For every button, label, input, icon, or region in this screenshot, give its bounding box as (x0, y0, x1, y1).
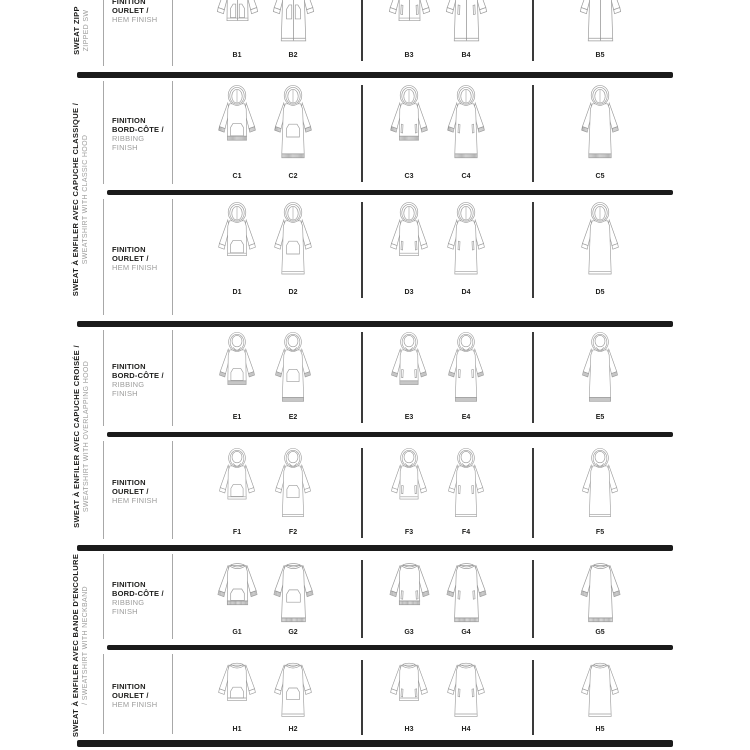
section-separator-bar (77, 321, 673, 327)
garment-d5-figure (576, 202, 624, 286)
finish-label (112, 362, 172, 398)
finish-label (112, 478, 172, 505)
garment-code-label: C3 (404, 173, 414, 180)
garment-code-label: F4 (461, 529, 471, 536)
finish-label (112, 0, 172, 24)
column-divider-line (361, 660, 363, 735)
column-divider-line (361, 202, 363, 298)
grid-line (103, 81, 104, 184)
section-separator-bar (77, 740, 673, 747)
grid-line (172, 81, 173, 184)
garment-h4-figure (442, 660, 490, 720)
garment-code-label: F2 (288, 529, 298, 536)
finish-label-line: BORD-CÔTE / (112, 370, 164, 380)
garment-code-label: H1 (232, 726, 242, 733)
garment-c1-figure (213, 85, 261, 169)
garment-code-label: B1 (232, 52, 242, 59)
section-separator-bar (107, 432, 673, 437)
column-divider-line (532, 85, 534, 182)
garment-c3-figure (385, 85, 433, 169)
section-label-zipped (58, 0, 104, 95)
garment-code-label: D1 (232, 289, 242, 296)
garment-code-label: F1 (232, 529, 242, 536)
garment-code-label: F5 (595, 529, 605, 536)
garment-d3-figure (385, 202, 433, 286)
finish-label (112, 580, 172, 616)
finish-label-line: FINITION (112, 0, 146, 6)
finish-label-line: OURLET / (112, 487, 149, 496)
garment-code-label: G1 (232, 629, 242, 636)
section-label-en: / SWEATSHIRT WITH NECKBAND (82, 586, 90, 705)
garment-g2-figure (268, 560, 319, 624)
garment-e5-figure (577, 332, 623, 412)
finish-label-line: OURLET / (112, 254, 149, 263)
garment-code-label: C5 (595, 173, 605, 180)
finish-label-line: FINITION (112, 116, 146, 125)
garment-f3-figure (386, 448, 432, 528)
column-divider-line (532, 202, 534, 298)
section-label-text (72, 103, 91, 296)
garment-code-label: B5 (595, 52, 605, 59)
garment-h5-figure (576, 660, 624, 720)
column-divider-line (361, 0, 363, 61)
column-divider-line (361, 560, 363, 638)
finish-label-line: HEM FINISH (112, 700, 158, 709)
garment-b5-figure (574, 0, 627, 54)
grid-line (172, 554, 173, 639)
garment-b4-figure (440, 0, 493, 54)
section-label-fr: SWEAT À ENFILER AVEC CAPUCHE CLASSIQUE / (71, 102, 81, 297)
garment-b1-figure (211, 0, 264, 54)
grid-line (103, 0, 104, 66)
grid-line (103, 330, 104, 426)
finish-label-line: FINITION (112, 245, 146, 254)
garment-code-label: C1 (232, 173, 242, 180)
grid-line (172, 654, 173, 734)
garment-code-label: B3 (404, 52, 414, 59)
section-label-fr: SWEAT À ENFILER AVEC BANDE D'ENCOLURE (71, 553, 81, 738)
garment-c4-figure (442, 85, 490, 169)
section-label-fr: SWEAT ZIPP (71, 5, 81, 55)
column-divider-line (532, 0, 534, 61)
finish-label-line: FINITION (112, 682, 146, 691)
section-separator-bar (77, 72, 673, 78)
garment-code-label: E4 (461, 414, 471, 421)
garment-code-label: B4 (461, 52, 471, 59)
section-separator-bar (107, 190, 673, 195)
garment-g3-figure (384, 560, 435, 624)
garment-code-label: D4 (461, 289, 471, 296)
grid-line (172, 199, 173, 315)
finish-label-line: OURLET / (112, 6, 149, 15)
garment-code-label: E2 (288, 414, 298, 421)
grid-line (172, 330, 173, 426)
section-label-neckband (58, 551, 104, 740)
column-divider-line (361, 448, 363, 538)
finish-label-line: FINITION (112, 361, 146, 371)
column-divider-line (361, 85, 363, 182)
garment-code-label: H5 (595, 726, 605, 733)
garment-code-label: D3 (404, 289, 414, 296)
garment-code-label: D5 (595, 289, 605, 296)
section-separator-bar (107, 645, 673, 650)
garment-h1-figure (213, 660, 261, 720)
section-label-text (72, 345, 91, 528)
garment-code-label: H2 (288, 726, 298, 733)
garment-c2-figure (269, 85, 317, 169)
finish-label-line: FINISH (112, 388, 138, 398)
finish-label-line: RIBBING (112, 379, 145, 389)
finish-label-line: HEM FINISH (112, 496, 158, 505)
finish-label-line: FINITION (112, 478, 146, 487)
garment-code-label: G5 (595, 629, 605, 636)
garment-f1-figure (214, 448, 260, 528)
garment-e2-figure (270, 332, 316, 412)
section-label-text (72, 554, 91, 737)
garment-h2-figure (269, 660, 317, 720)
garment-c5-figure (576, 85, 624, 169)
finish-label-line: RIBBING (112, 134, 145, 143)
garment-code-label: E1 (232, 414, 242, 421)
garment-code-label: G2 (288, 629, 298, 636)
column-divider-line (532, 448, 534, 538)
section-label-classic-hood (58, 78, 104, 321)
finish-label-line: BORD-CÔTE / (112, 589, 164, 598)
garment-code-label: C4 (461, 173, 471, 180)
garment-code-label: E3 (404, 414, 414, 421)
section-label-fr: SWEAT À ENFILER AVEC CAPUCHE CROISÉE / (71, 344, 81, 528)
finish-label-line: OURLET / (112, 691, 149, 700)
garment-code-label: D2 (288, 289, 298, 296)
grid-line (103, 199, 104, 315)
section-label-en: ZIPPED SW (82, 9, 90, 51)
garment-g5-figure (575, 560, 626, 624)
grid-line (172, 441, 173, 539)
finish-label-line: FINITION (112, 580, 146, 589)
garment-f2-figure (270, 448, 316, 528)
garment-h3-figure (385, 660, 433, 720)
section-separator-bar (77, 545, 673, 551)
finish-label-line: HEM FINISH (112, 263, 158, 272)
garment-f4-figure (443, 448, 489, 528)
column-divider-line (532, 332, 534, 423)
finish-label (112, 682, 172, 709)
garment-code-label: C2 (288, 173, 298, 180)
garment-g1-figure (212, 560, 263, 624)
column-divider-line (361, 332, 363, 423)
grid-line (103, 554, 104, 639)
column-divider-line (532, 660, 534, 735)
finish-label-line: FINISH (112, 607, 138, 616)
column-divider-line (532, 560, 534, 638)
finish-label-line: BORD-CÔTE / (112, 125, 164, 134)
garment-b2-figure (267, 0, 320, 54)
grid-line (172, 0, 173, 66)
section-label-en: SWEATSHIRT WITH OVERLAPPING HOOD (82, 360, 90, 512)
finish-label-line: HEM FINISH (112, 15, 158, 24)
grid-line (103, 654, 104, 734)
grid-line (103, 441, 104, 539)
garment-code-label: F3 (404, 529, 414, 536)
finish-label-line: RIBBING (112, 598, 145, 607)
finish-label (112, 245, 172, 272)
garment-code-label: H4 (461, 726, 471, 733)
garment-e4-figure (443, 332, 489, 412)
garment-d1-figure (213, 202, 261, 286)
garment-code-label: H3 (404, 726, 414, 733)
garment-b3-figure (383, 0, 436, 54)
garment-d4-figure (442, 202, 490, 286)
garment-f5-figure (577, 448, 623, 528)
finish-label-line: FINISH (112, 143, 138, 152)
garment-code-label: E5 (595, 414, 605, 421)
garment-code-label: G4 (461, 629, 471, 636)
garment-d2-figure (269, 202, 317, 286)
section-label-en: SWEATSHIRT WITH CLASSIC HOOD (82, 134, 90, 265)
garment-code-label: B2 (288, 52, 298, 59)
section-label-text (72, 6, 91, 55)
garment-code-label: G3 (404, 629, 414, 636)
finish-label (112, 116, 172, 152)
section-label-overlapping-hood (58, 327, 104, 545)
garment-e3-figure (386, 332, 432, 412)
garment-e1-figure (214, 332, 260, 412)
garment-g4-figure (441, 560, 492, 624)
